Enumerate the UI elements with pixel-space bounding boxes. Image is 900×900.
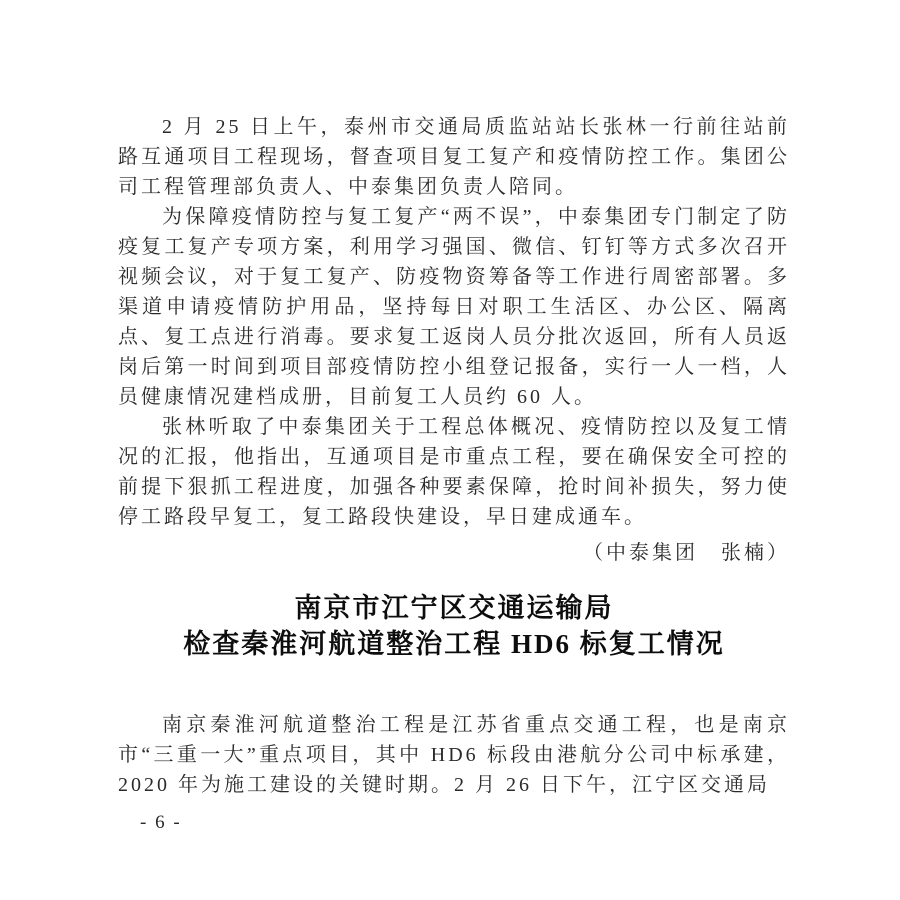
- page-content: [118, 112, 790, 800]
- article1-paragraph-1: 2 月 25 日上午，泰州市交通局质监站站长张林一行前往站前路互通项目工程现场，督查项目复工复产和疫情防控工作。集团公司工程管理部负责人、中泰集团负责人陪同。: [118, 116, 790, 198]
- page-number: - 6 -: [140, 812, 182, 833]
- article2-title-line2: 检查秦淮河航道整治工程 HD6 标复工情况: [183, 629, 725, 659]
- article1-paragraph-3: 张林听取了中泰集团关于工程总体概况、疫情防控以及复工情况的汇报，他指出，互通项目是市重点工程，要在确保安全可控的前提下狠抓工程进度，加强各种要素保障，抢时间补损失，努力使停工路段早复工，复工路段快建设，早日建成通车。: [118, 416, 790, 528]
- article1-paragraph-2: 为保障疫情防控与复工复产“两不误”，中泰集团专门制定了防疫复工复产专项方案，利用学习强国、微信、钉钉等方式多次召开视频会议，对于复工复产、防疫物资筹备等工作进行周密部署。多渠道申请疫情防护用品，坚持每日对职工生活区、办公区、隔离点、复工点进行消毒。要求复工返岗人员分批次返回，所有人员返岗后第一时间到项目部疫情防控小组登记报备，实行一人一档，人员健康情况建档成册，目前复工人员约 60 人。: [118, 206, 790, 408]
- article2-title-line1: 南京市江宁区交通运输局: [294, 593, 614, 623]
- article2-paragraph-1: 南京秦淮河航道整治工程是江苏省重点交通工程，也是南京市“三重一大”重点项目，其中 HD6 标段由港航分公司中标承建，2020 年为施工建设的关键时期。2 月 26 日下午，江宁区交通局: [118, 714, 790, 796]
- article1-attribution: （中泰集团 张楠）: [583, 542, 790, 564]
- article2-title: [118, 590, 790, 662]
